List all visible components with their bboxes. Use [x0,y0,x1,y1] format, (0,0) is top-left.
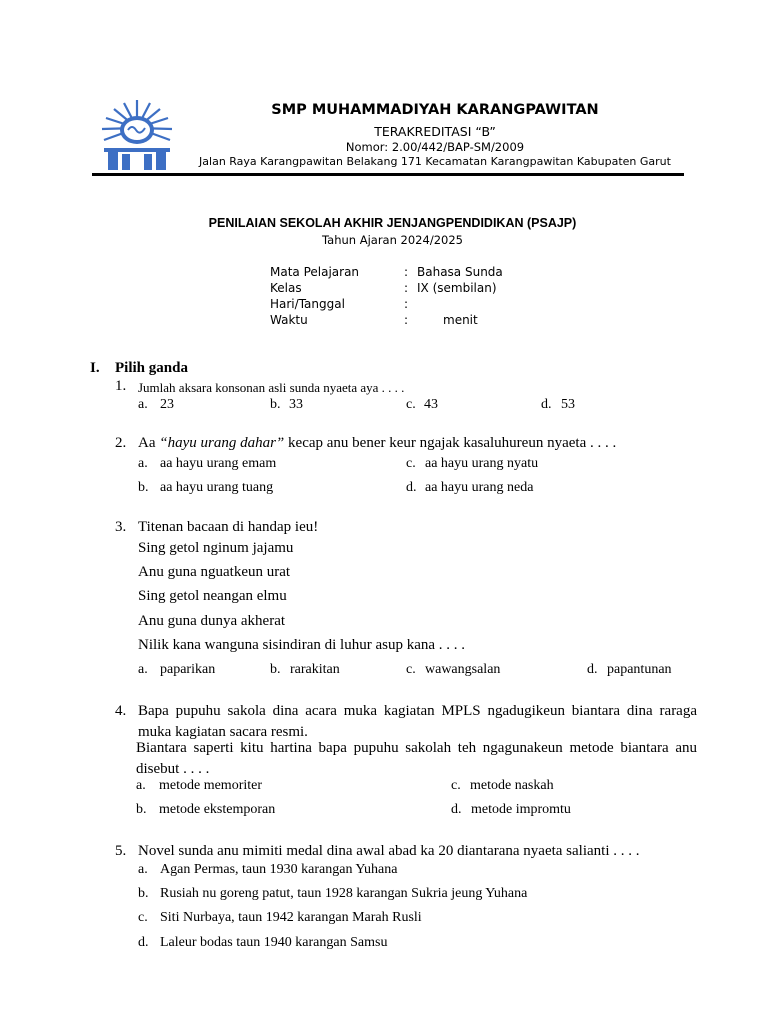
exam-year: Tahun Ajaran 2024/2025 [322,233,463,247]
option-letter: c. [406,662,416,677]
info-label-date: Hari/Tanggal [270,297,345,311]
option-letter: b. [136,802,147,817]
option-letter: a. [138,456,148,471]
option-text: Siti Nurbaya, taun 1942 karangan Marah Rusli [160,910,422,925]
question-text: Bapa pupuhu sakola dina acara muka kagiatan MPLS ngadugikeun biantara dina raraga muka kagiatan sacara resmi. [138,703,697,740]
question-prompt: Nilik kana wanguna sisindiran di luhur asup kana . . . . [138,637,466,653]
option-letter: a. [138,662,148,677]
poem-line: Sing getol nginum jajamu [138,540,294,556]
option-letter: c. [406,456,416,471]
option-text: 33 [289,397,303,412]
quoted-phrase: “hayu urang dahar” [159,435,285,451]
exam-title: PENILAIAN SEKOLAH AKHIR JENJANGPENDIDIKAN (PSAJP) [208,216,577,230]
question-number: 1. [115,378,127,394]
option-letter: c. [406,397,416,412]
poem-line: Sing getol neangan elmu [138,588,287,604]
option-letter: a. [138,862,148,877]
accreditation: TERAKREDITASI “B” [374,124,496,139]
question-number: 5. [115,843,127,859]
option-letter: d. [541,397,552,412]
question-text-continued: Biantara saperti kitu hartina bapa pupuhu sakolah teh ngagunakeun metode biantara anu disebut . . . . [136,740,697,777]
question-number: 3. [115,519,127,535]
school-address: Jalan Raya Karangpawitan Belakang 171 Kecamatan Karangpawitan Kabupaten Garut [199,155,671,168]
section-number: I. [90,360,100,376]
option-letter: c. [451,778,461,793]
option-text: metode impromtu [471,802,571,817]
poem-line: Anu guna dunya akherat [138,613,286,629]
question-text: Aa “hayu urang dahar” kecap anu bener keur ngajak kasaluhureun nyaeta . . . . [138,435,617,451]
option-letter: b. [138,480,149,495]
info-value-time: menit [443,313,478,327]
question-text: Novel sunda anu mimiti medal dina awal abad ka 20 diantarana nyaeta salianti . . . . [138,843,640,859]
section-title: Pilih ganda [115,360,188,376]
school-name: SMP MUHAMMADIYAH KARANGPAWITAN [271,102,599,118]
question-number: 2. [115,435,127,451]
option-text: 23 [160,397,174,412]
option-letter: d. [451,802,462,817]
option-letter: d. [587,662,598,677]
question-text: Titenan bacaan di handap ieu! [138,519,319,535]
registration-number: Nomor: 2.00/442/BAP-SM/2009 [345,140,525,154]
option-letter: a. [136,778,146,793]
info-colon: : [404,265,409,279]
option-text: aa hayu urang neda [425,480,534,495]
option-letter: b. [270,662,281,677]
option-text: metode memoriter [159,778,263,793]
option-text: Agan Permas, taun 1930 karangan Yuhana [160,862,398,877]
option-text: rarakitan [290,662,340,677]
option-text: aa hayu urang tuang [160,480,274,495]
option-text: metode naskah [470,778,554,793]
option-letter: b. [270,397,281,412]
option-text: metode ekstemporan [159,802,276,817]
info-label-subject: Mata Pelajaran [270,265,360,279]
poem-line: Anu guna nguatkeun urat [138,564,291,580]
question-text: Jumlah aksara konsonan asli sunda nyaeta aya . . . . [138,380,405,395]
option-text: Rusiah nu goreng patut, taun 1928 karangan Sukria jeung Yuhana [160,886,528,901]
option-text: 43 [424,397,438,412]
question-number: 4. [115,703,127,719]
option-text: papantunan [607,662,672,677]
info-value-subject: Bahasa Sunda [417,265,503,279]
option-text: paparikan [160,662,216,677]
option-letter: d. [406,480,417,495]
option-letter: c. [138,910,148,925]
option-text: 53 [561,397,575,412]
option-letter: a. [138,397,148,412]
option-text: aa hayu urang nyatu [425,456,539,471]
info-label-time: Waktu [270,313,308,327]
info-value-class: IX (sembilan) [417,281,497,295]
option-text: aa hayu urang emam [160,456,277,471]
info-colon: : [404,313,409,327]
option-text: Laleur bodas taun 1940 karangan Samsu [160,935,388,950]
info-colon: : [404,281,409,295]
school-logo [92,96,182,172]
option-letter: b. [138,886,149,901]
option-text: wawangsalan [425,662,501,677]
info-colon: : [404,297,409,311]
info-label-class: Kelas [270,281,302,295]
option-letter: d. [138,935,149,950]
header-divider [92,173,684,176]
